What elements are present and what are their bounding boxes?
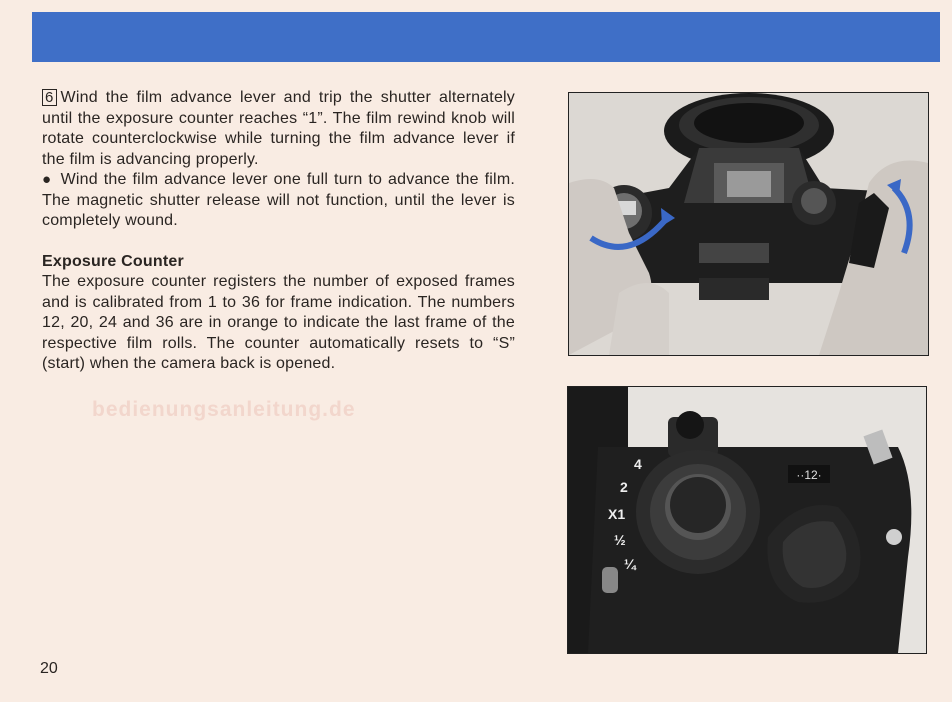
dial-closeup-photo [567,386,927,654]
dial-label-x1: X1 [608,506,626,522]
bullet-icon: ● [42,171,53,188]
step-text: Wind the film advance lever and trip the shutter alternately until the exposure counter reaches “1”. The film rewind knob will rotate counterclockwise while turning the film advance lever if the film is advancing properly. [42,89,515,168]
camera-top-photo [568,92,929,356]
exposure-counter-text: The exposure counter registers the number of exposed frames and is calibrated from 1 to 36 for frame indication. The numbers 12, 20, 24 and 36 are in orange to indicate the last frame of the respective film rolls. The counter automatically resets to “S” (start) when the camera back is opened. [42,273,515,372]
camera-top-hands-photo-icon [569,93,928,355]
bullet-text: Wind the film advance lever one full turn to advance the film. The magnetic shutter release will not function, until the lever is completely wound. [42,171,515,229]
section-heading: Exposure Counter [42,252,184,270]
dial-label-half: ½ [614,532,626,548]
step-number: 6 [42,89,57,106]
step-paragraph [42,88,515,170]
dial-label-4: 4 [634,456,642,472]
text-column [42,88,515,375]
dial-label-quarter: ¼ [624,556,636,572]
bullet-paragraph [42,170,515,232]
header-bar [32,12,940,62]
dial-label-2: 2 [620,479,628,495]
camera-dial-closeup-photo-icon [568,387,926,653]
watermark: bedienungsanleitung.de [92,398,356,421]
counter-readout: ··12· [796,468,822,482]
page-number: 20 [40,660,58,677]
